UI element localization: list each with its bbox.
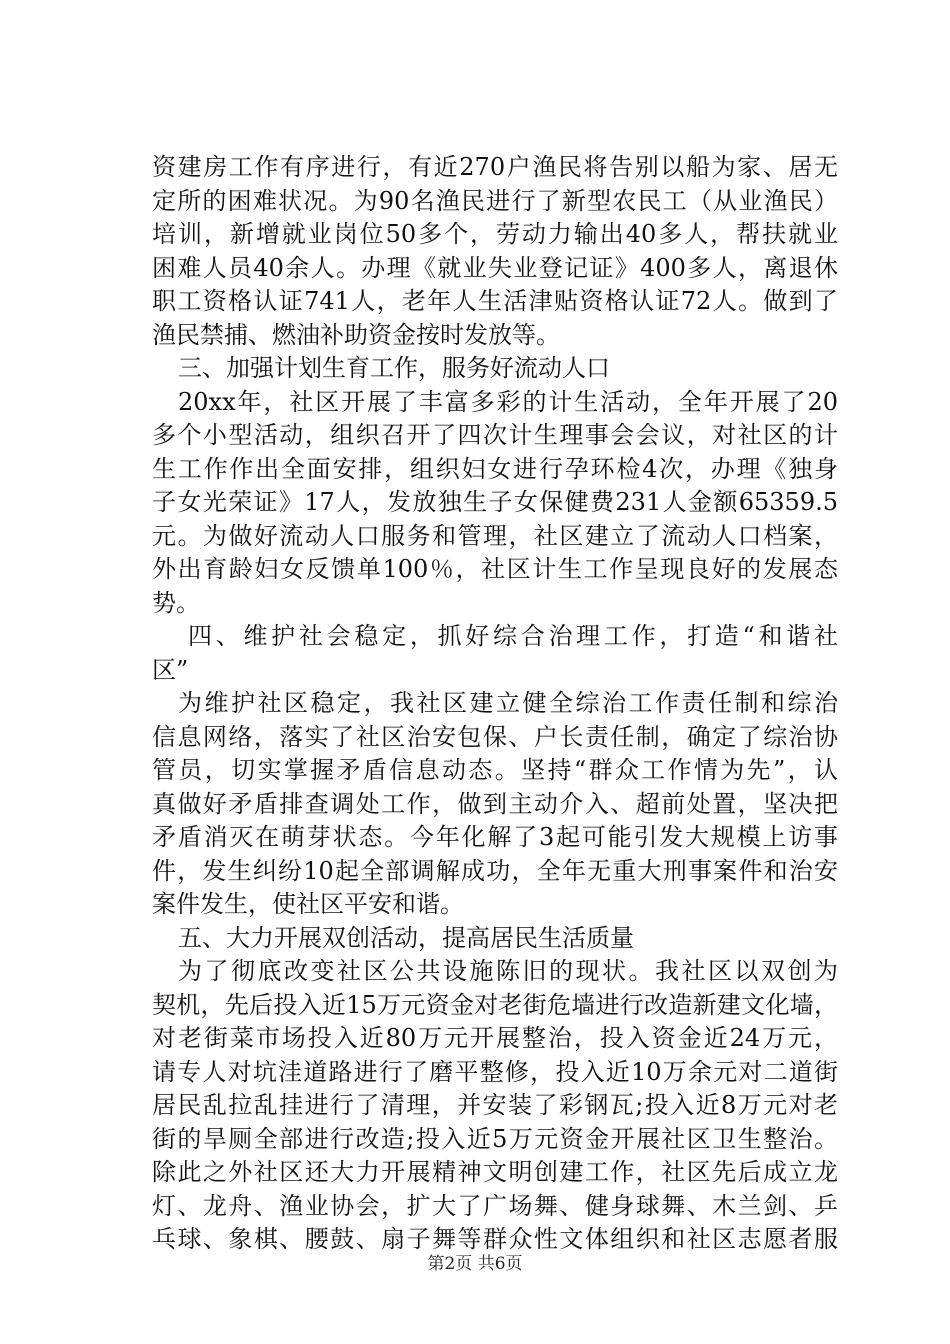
text-line: 困难人员40余人。办理《就业失业登记证》400多人，离退休 [152, 253, 838, 282]
text-line: 势。 [152, 588, 200, 617]
text-line: 街的旱厕全部进行改造;投入近5万元资金开展社区卫生整治。 [152, 1124, 838, 1153]
text-line: 五、大力开展双创活动，提高居民生活质量 [178, 923, 634, 952]
text-line: 元。为做好流动人口服务和管理，社区建立了流动人口档案， [152, 521, 838, 550]
page-footer: 第2页 共6页 [427, 1254, 523, 1274]
text-line: 请专人对坑洼道路进行了磨平整修，投入近10万余元对二道街 [152, 1057, 838, 1086]
text-line: 契机，先后投入近15万元资金对老街危墙进行改造新建文化墙， [152, 990, 838, 1019]
text-line: 资建房工作有序进行，有近270户渔民将告别以船为家、居无 [152, 153, 838, 181]
document-body [152, 151, 838, 1257]
text-line: 灯、龙舟、渔业协会，扩大了广场舞、健身球舞、木兰剑、乒 [152, 1191, 838, 1220]
text-line: 案件发生，使社区平安和谐。 [152, 890, 464, 918]
text-line: 职工资格认证741人，老年人生活津贴资格认证72人。做到了 [152, 287, 838, 315]
text-line: 生工作作出全面安排，组织妇女进行孕环检4次，办理《独身 [152, 454, 838, 483]
text-line: 除此之外社区还大力开展精神文明创建工作，社区先后成立龙 [152, 1158, 838, 1186]
text-line: 渔民禁捕、燃油补助资金按时发放等。 [152, 320, 560, 349]
text-line: 子女光荣证》17人，发放独生子女保健费231人金额65359.5 [152, 488, 838, 516]
text-line: 多个小型活动，组织召开了四次计生理事会会议，对社区的计 [152, 421, 838, 449]
text-line: 管员，切实掌握矛盾信息动态。坚持“群众工作情为先”，认 [152, 756, 838, 784]
text-line: 为维护社区稳定，我社区建立健全综治工作责任制和综治 [178, 689, 838, 717]
text-line: 信息网络，落实了社区治安包保、户长责任制，确定了综治协 [152, 722, 838, 751]
text-line: 三、加强计划生育工作，服务好流动人口 [178, 354, 610, 382]
text-line: 定所的困难状况。为90名渔民进行了新型农民工（从业渔民） [152, 186, 838, 215]
text-line: 区” [152, 655, 189, 684]
text-line: 培训，新增就业岗位50多个，劳动力输出40多人，帮扶就业 [152, 220, 838, 248]
text-line: 件，发生纠纷10起全部调解成功，全年无重大刑事案件和治安 [152, 856, 838, 885]
text-line: 矛盾消灭在萌芽状态。今年化解了3起可能引发大规模上访事 [152, 823, 838, 851]
text-line: 为了彻底改变社区公共设施陈旧的现状。我社区以双创为 [178, 957, 838, 985]
text-line: 四、维护社会稳定，抓好综合治理工作，打造“和谐社 [188, 622, 838, 650]
text-line: 真做好矛盾排查调处工作，做到主动介入、超前处置，坚决把 [152, 789, 838, 818]
text-line: 居民乱拉乱挂进行了清理，并安装了彩钢瓦;投入近8万元对老 [152, 1091, 838, 1119]
text-line: 乓球、象棋、腰鼓、扇子舞等群众性文体组织和社区志愿者服 [152, 1225, 838, 1253]
text-line: 外出育龄妇女反馈单100％，社区计生工作呈现良好的发展态 [152, 555, 838, 583]
text-line: 对老街菜市场投入近80万元开展整治，投入资金近24万元， [152, 1024, 838, 1052]
text-line: 20xx年，社区开展了丰富多彩的计生活动，全年开展了20 [178, 387, 838, 416]
